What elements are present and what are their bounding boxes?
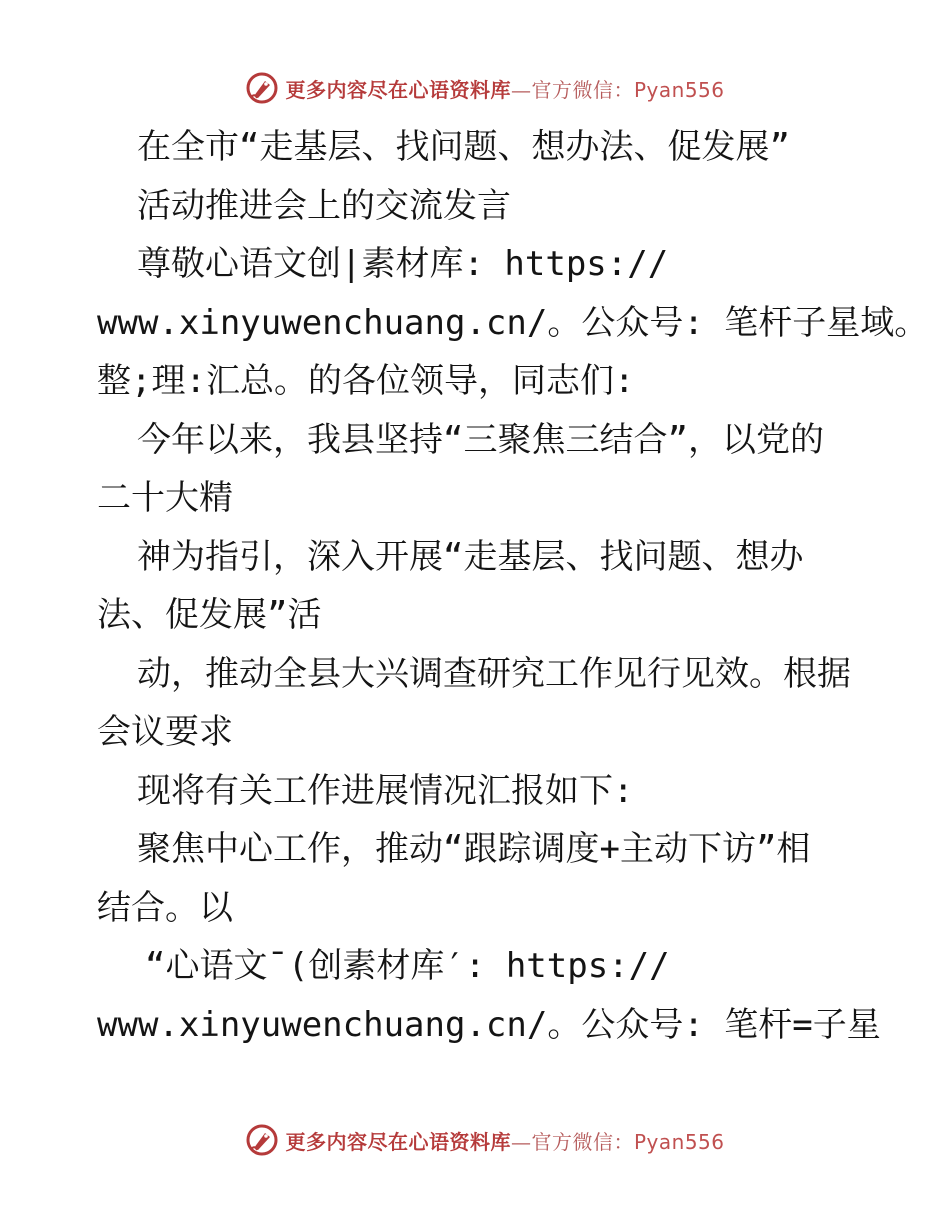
doc-line: www.xinyuwenchuang.cn/。公众号: 笔杆子星域。 [97, 302, 929, 343]
doc-line: 二十大精 [97, 478, 233, 518]
watermark-inner [245, 1123, 724, 1157]
watermark-brand: 更多内容尽在心语资料库 [285, 1129, 511, 1154]
doc-line: www.xinyuwenchuang.cn/。公众号: 笔杆=子星 [97, 1004, 881, 1045]
doc-line: 会议要求 [97, 712, 233, 752]
pen-nib-logo-icon [245, 71, 279, 105]
watermark-brand: 更多内容尽在心语资料库 [285, 77, 511, 102]
doc-line: 活动推进会上的交流发言 [137, 185, 511, 226]
doc-line: 神为指引，深入开展“走基层、找问题、想办 [137, 536, 804, 577]
doc-line: 今年以来，我县坚持“三聚焦三结合”，以党的 [137, 419, 824, 460]
watermark-wechat-label: 官方微信： [531, 77, 634, 102]
doc-line: 聚焦中心工作，推动“跟踪调度+主动下访”相 [137, 829, 811, 869]
footer-watermark [0, 1120, 950, 1160]
watermark-inner [245, 71, 724, 105]
doc-line: 整;理:汇总。的各位领导，同志们: [97, 361, 635, 401]
doc-line: 结合。以 [97, 887, 233, 928]
watermark-wechat-label: 官方微信： [531, 1129, 634, 1154]
watermark-text [285, 74, 724, 103]
watermark-separator: — [510, 1129, 532, 1154]
header-watermark [0, 68, 950, 108]
watermark-separator: — [510, 77, 532, 102]
watermark-wechat-id: Pyan556 [633, 1129, 725, 1154]
doc-line: 在全市“走基层、找问题、想办法、促发展” [137, 127, 790, 167]
doc-line: 法、促发展”活 [97, 595, 322, 635]
watermark-text [285, 1126, 724, 1155]
document-body [97, 118, 929, 1054]
watermark-wechat-id: Pyan556 [633, 77, 725, 102]
pen-nib-logo-icon [245, 1123, 279, 1157]
doc-line: 动，推动全县大兴调查研究工作见行见效。根据 [137, 653, 851, 694]
doc-line: “心语文¯(创素材库′: https:// [145, 946, 670, 986]
doc-line: 尊敬心语文创|素材库: https:// [137, 244, 669, 284]
doc-line: 现将有关工作进展情况汇报如下: [137, 770, 634, 811]
